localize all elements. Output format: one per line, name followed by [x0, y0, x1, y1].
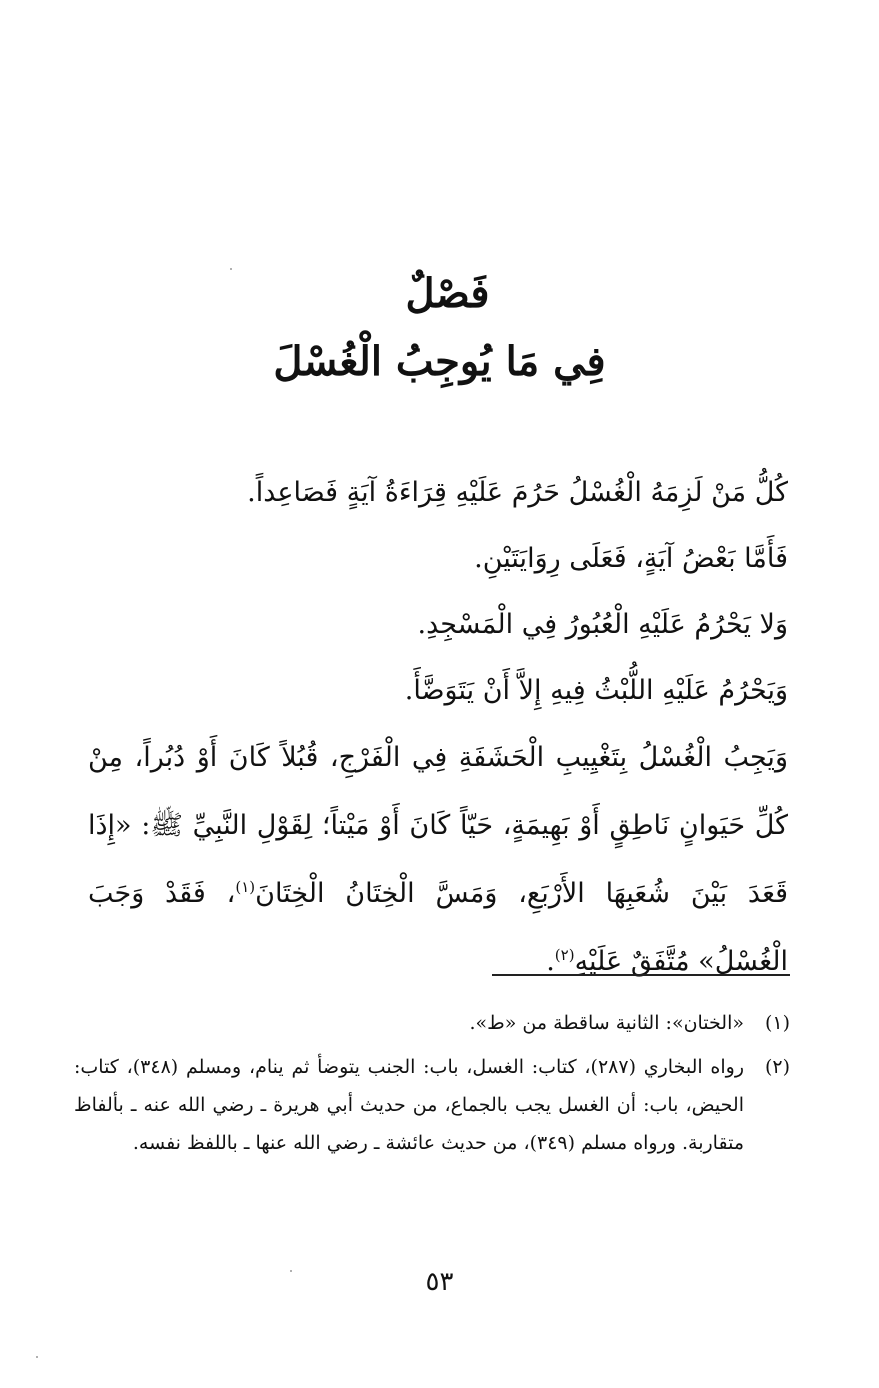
paragraph-2: فَأَمَّا بَعْضُ آيَةٍ، فَعَلَى رِوَايَتَيْنِ. [474, 543, 788, 574]
footnote-ref-1[interactable]: (١) [235, 878, 256, 896]
paragraph-4: وَيَحْرُمُ عَلَيْهِ اللُّبْثُ فِيهِ إِلاَّ أَنْ يَتَوَضَّأَ. [404, 675, 788, 706]
footnote-2-text: رواه البخاري (٢٨٧)، كتاب: الغسل، باب: الجنب يتوضأ ثم ينام، ومسلم (٣٤٨)، كتاب: الحيض، باب: أن الغسل يجب بالجماع، من حديث أبي هريرة ـ رضي الله عنه ـ بألفاظ متقاربة. ورواه مسلم (٣٤٩)، من حديث عائشة ـ رضي الله عنها ـ باللفظ نفسه. [74, 1056, 744, 1154]
paragraph-3: وَلا يَحْرُمُ عَلَيْهِ الْعُبُورُ فِي الْمَسْجِدِ. [417, 609, 788, 640]
section-subtitle: فِي مَا يُوجِبُ الْغُسْلَ [273, 338, 606, 385]
footnote-separator [492, 974, 790, 976]
footnote-1 [74, 1004, 790, 1042]
paragraph-5 [88, 724, 788, 996]
paragraph-5-part-3: . [546, 946, 555, 977]
footnote-2 [74, 1048, 790, 1162]
page-number: ٥٣ [425, 1267, 454, 1297]
scan-speck [36, 1356, 38, 1358]
footnote-1-text: «الختان»: الثانية ساقطة من «ط». [469, 1012, 744, 1034]
paragraph-5-part-1: وَيَجِبُ الْغُسْلُ بِتَغْيِيبِ الْحَشَفَةِ فِي الْفَرْجِ، قُبُلاً كَانَ أَوْ دُبُراً، مِنْ كُلِّ حَيَوانٍ نَاطِقٍ أَوْ بَهِيمَةٍ، حَيّاً كَانَ أَوْ مَيْتاً؛ لِقَوْلِ النَّبِيِّ ﷺ: «إِذَا قَعَدَ بَيْنَ شُعَبِهَا الأَرْبَعِ، وَمَسَّ الْخِتَانُ الْخِتَانَ [88, 742, 789, 909]
section-title: فَصْلٌ [405, 270, 490, 317]
paragraph-5-part-2: ، فَقَدْ وَجَبَ الْغُسْلُ» مُتَّفَقٌ عَلَيْهِ [88, 878, 788, 977]
main-text [88, 460, 788, 996]
footnote-2-number: (٢) [764, 1056, 790, 1078]
scan-speck [230, 268, 232, 270]
footnote-ref-2[interactable]: (٢) [554, 946, 575, 964]
footnote-1-number: (١) [764, 1012, 790, 1034]
scan-speck [290, 1270, 292, 1272]
paragraph-1: كُلُّ مَنْ لَزِمَهُ الْغُسْلُ حَرُمَ عَلَيْهِ قِرَاءَةُ آيَةٍ فَصَاعِداً. [247, 477, 788, 508]
footnotes [74, 1004, 790, 1168]
